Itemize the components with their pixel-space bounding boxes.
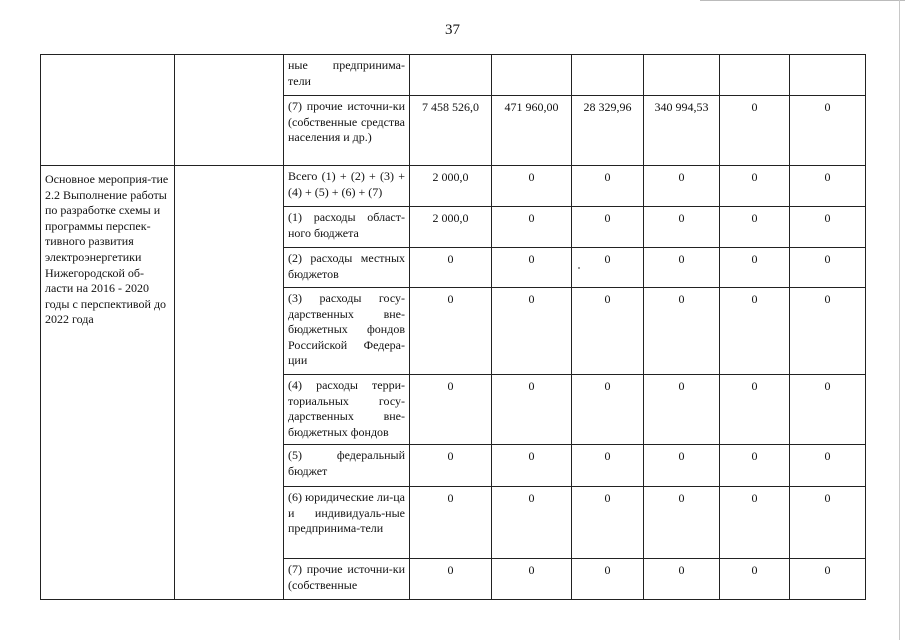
source-cell: (1) расходы област-ного бюджета [284, 207, 410, 248]
value-cell: 0 [790, 96, 866, 166]
value-cell: 0 [572, 166, 644, 207]
value-cell: 0 [410, 487, 492, 559]
value-cell: 0 [644, 166, 720, 207]
value-cell: 0 [790, 445, 866, 487]
value-cell: 0 [644, 375, 720, 445]
value-cell: 340 994,53 [644, 96, 720, 166]
value-cell: 0 [644, 248, 720, 288]
value-cell [492, 55, 572, 96]
value-cell: 471 960,00 [492, 96, 572, 166]
value-cell: 0 [572, 248, 644, 288]
value-cell: 0 [410, 445, 492, 487]
value-cell [410, 55, 492, 96]
source-cell: (3) расходы госу-дарственных вне-бюджетных фондов Российской Федера-ции [284, 288, 410, 375]
source-cell: Всего (1) + (2) + (3) + (4) + (5) + (6) + (7) [284, 166, 410, 207]
value-cell: 0 [720, 166, 790, 207]
measure-cell [41, 55, 175, 166]
value-cell: 2 000,0 [410, 166, 492, 207]
value-cell: 0 [572, 375, 644, 445]
value-cell: 0 [790, 207, 866, 248]
value-cell [572, 55, 644, 96]
value-cell: 7 458 526,0 [410, 96, 492, 166]
source-cell: (6) юридические ли-ца и индивидуаль-ные предпринима-тели [284, 487, 410, 559]
value-cell: 0 [492, 207, 572, 248]
measure-cell: Основное мероприя-тие 2.2 Выполнение работы по разработке схемы и программы перспек-тивного развития электроэнергетики Нижегородской об-ласти на 2016 - 2020 годы с перспективой до 2022 года [41, 166, 175, 600]
value-cell: 0 [790, 288, 866, 375]
value-cell: 0 [790, 487, 866, 559]
value-cell: 0 [720, 96, 790, 166]
value-cell: 0 [720, 248, 790, 288]
value-cell: 0 [644, 445, 720, 487]
source-cell: (7) прочие источни-ки (собственные средства населения и др.) [284, 96, 410, 166]
value-cell: 0 [572, 445, 644, 487]
value-cell: 0 [790, 248, 866, 288]
value-cell: 0 [492, 487, 572, 559]
value-cell: 0 [720, 445, 790, 487]
value-cell: 28 329,96 [572, 96, 644, 166]
value-cell: 0 [492, 248, 572, 288]
value-cell: 0 [790, 166, 866, 207]
right-edge-rule [899, 0, 900, 640]
top-edge-rule [700, 0, 905, 1]
value-cell: 0 [492, 559, 572, 600]
value-cell [790, 55, 866, 96]
budget-table [40, 54, 866, 600]
source-cell: (2) расходы местных бюджетов [284, 248, 410, 288]
value-cell: 0 [790, 375, 866, 445]
value-cell: 0 [720, 559, 790, 600]
value-cell: 0 [492, 166, 572, 207]
value-cell: 0 [644, 559, 720, 600]
source-cell: (4) расходы терри-ториальных госу-дарственных вне-бюджетных фондов [284, 375, 410, 445]
source-cell: (7) прочие источни-ки (собственные [284, 559, 410, 600]
value-cell: 0 [492, 375, 572, 445]
value-cell: 0 [572, 487, 644, 559]
value-cell: 0 [572, 207, 644, 248]
table-row [41, 166, 866, 207]
value-cell: 0 [410, 288, 492, 375]
value-cell: 0 [644, 207, 720, 248]
value-cell [720, 55, 790, 96]
source-cell: ные предпринима-тели [284, 55, 410, 96]
value-cell: 0 [492, 288, 572, 375]
value-cell: 0 [720, 375, 790, 445]
value-cell [644, 55, 720, 96]
value-cell: 0 [572, 288, 644, 375]
value-cell: 0 [492, 445, 572, 487]
table-row [41, 55, 866, 96]
value-cell: 0 [644, 487, 720, 559]
executor-cell [175, 55, 284, 166]
value-cell: 0 [572, 559, 644, 600]
value-cell: 0 [720, 487, 790, 559]
value-cell: 0 [720, 207, 790, 248]
value-cell: 0 [790, 559, 866, 600]
value-cell: 0 [410, 375, 492, 445]
page-number: 37 [445, 22, 460, 38]
value-cell: 0 [410, 248, 492, 288]
source-cell: (5) федеральный бюджет [284, 445, 410, 487]
value-cell: 0 [644, 288, 720, 375]
value-cell: 0 [720, 288, 790, 375]
scan-speck [578, 267, 580, 269]
value-cell: 2 000,0 [410, 207, 492, 248]
value-cell: 0 [410, 559, 492, 600]
executor-cell [175, 166, 284, 600]
